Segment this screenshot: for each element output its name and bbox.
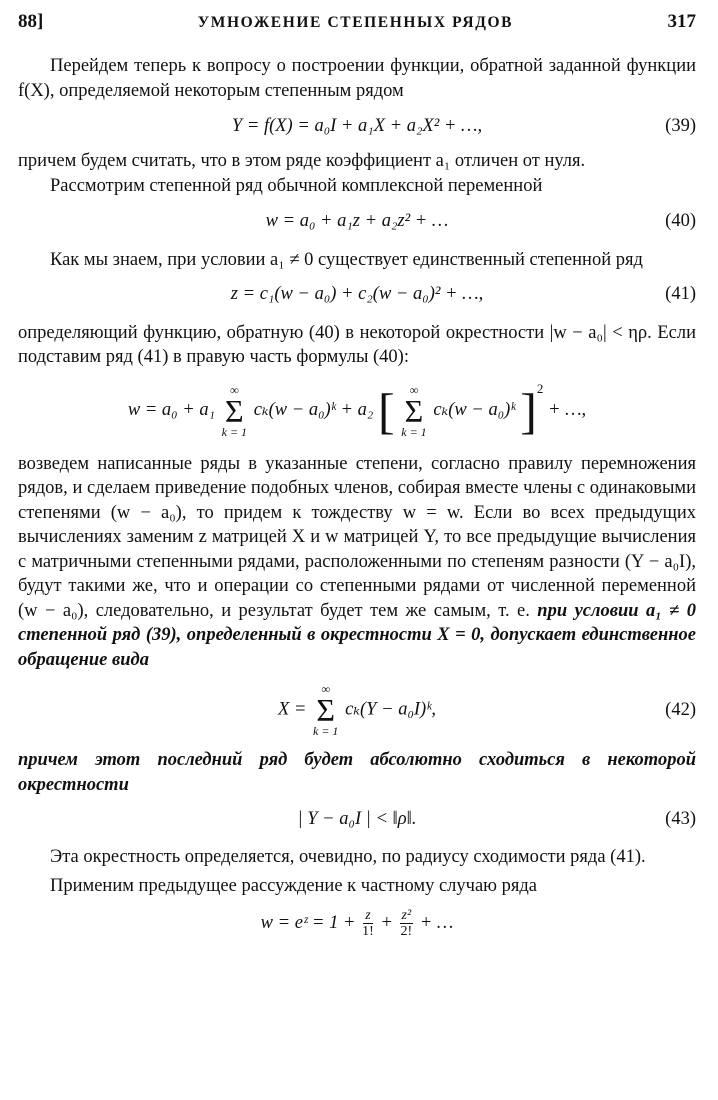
fraction-z2-over-2 <box>400 908 414 939</box>
equation-43 <box>18 797 696 841</box>
bracket-exponent: 2 <box>536 381 544 397</box>
exp-plus: + <box>380 912 393 933</box>
sigma-symbol: Σ <box>225 392 244 429</box>
equation-substitution <box>18 370 696 446</box>
equation-39 <box>18 103 696 149</box>
equation-42-number: (42) <box>665 699 696 720</box>
equation-39-formula: Y = f(X) = a₀I + a₁X + a₂X² + …, <box>231 115 483 136</box>
equation-42-right: cₖ(Y − a₀I)ᵏ, <box>345 699 437 720</box>
section-number: 88] <box>18 11 44 32</box>
fraction-numerator: z² <box>401 907 412 923</box>
sum-upper-limit: ∞ <box>321 682 330 696</box>
paragraph-inverse-function: Перейдем теперь к вопросу о построении функции, обратной заданной функции f(X), определяемой некоторым степенным рядом <box>18 56 696 101</box>
sum-lower-limit: k = 1 <box>401 424 427 439</box>
equation-43-formula: | Y − a₀I | < ‖ρ‖. <box>297 808 417 829</box>
theorem-statement: при условии a₁ ≠ 0 степенной ряд (39), определенный в окрестности X = 0, допускает единственное обращение вида <box>18 600 696 670</box>
equation-exponential-formula <box>261 908 454 939</box>
equation-40 <box>18 198 696 244</box>
paragraph-radius: Эта окрестность определяется, очевидно, по радиусу сходимости ряда (41). <box>50 847 646 867</box>
equation-42-left: X = <box>277 699 307 720</box>
sum-upper-limit: ∞ <box>230 382 239 397</box>
paragraph-matrix-argument <box>18 452 696 673</box>
equation-43-number: (43) <box>665 808 696 829</box>
substitution-term-1: cₖ(w − a₀)ᵏ + a₂ <box>253 400 374 421</box>
equation-41 <box>18 273 696 317</box>
equation-42 <box>18 672 696 748</box>
paragraph-unique-series: Как мы знаем, при условии a₁ ≠ 0 существует единственный степенной ряд <box>50 250 643 270</box>
left-bracket: [ <box>377 382 395 439</box>
exp-left: w = eᶻ = 1 + <box>260 912 356 933</box>
paragraph-complex-series: Рассмотрим степенной ряд обычной комплексной переменной <box>50 175 543 196</box>
paragraph-special-case: Применим предыдущее рассуждение к частному случаю ряда <box>50 875 538 896</box>
substitution-left: w = a₀ + a₁ <box>127 400 215 421</box>
paragraph-matrix-argument-text: возведем написанные ряды в указанные степени, согласно правилу перемножения рядов, и сделаем приведение подобных членов, собирая вместе члены с одинаковыми степенями (w − a₀), то придем к тождеству w = w. Если во всех предыдущих вычислениях заменим z матрицей X и w матрицей Y, то все предыдущие вычисления с матричными степенными рядами, расположенными по степеням разности (Y − a₀I), будут такими же, что и операции со степенными рядами от численной переменной (w − a₀), следовательно, и результат будет тем же самым, т. е. <box>18 453 696 621</box>
sum-upper-limit: ∞ <box>409 382 419 397</box>
equation-41-number: (41) <box>665 284 696 305</box>
fraction-z-over-1 <box>362 908 374 939</box>
exp-tail: + … <box>419 912 454 933</box>
paragraph-coefficient-condition: причем будем считать, что в этом ряде коэффициент a₁ отличен от нуля. <box>18 151 586 171</box>
sum-lower-limit: k = 1 <box>221 424 248 439</box>
paragraph-convergence: причем этот последний ряд будет абсолютно сходиться в некоторой окрестности <box>18 750 696 795</box>
fraction-numerator: z <box>365 907 371 923</box>
page-number: 317 <box>667 11 696 32</box>
fraction-denominator: 2! <box>400 923 413 939</box>
equation-42-formula <box>278 683 436 737</box>
equation-40-number: (40) <box>665 210 696 231</box>
right-bracket: ] <box>520 382 537 439</box>
fraction-denominator: 1! <box>362 923 374 939</box>
summation-sign-2 <box>401 384 426 438</box>
equation-40-formula: w = a₀ + a₁z + a₂z² + … <box>265 210 449 231</box>
sigma-symbol: Σ <box>404 392 424 429</box>
equation-41-formula: z = c₁(w − a₀) + c₂(w − a₀)² + …, <box>230 284 484 305</box>
equation-39-number: (39) <box>665 115 696 136</box>
equation-exponential <box>18 898 696 948</box>
running-head <box>18 10 696 40</box>
summation-sign-42 <box>313 683 338 737</box>
running-title: УМНОЖЕНИЕ СТЕПЕННЫХ РЯДОВ <box>197 14 514 31</box>
substitution-term-2: cₖ(w − a₀)ᵏ <box>433 400 516 421</box>
summation-sign <box>222 384 247 438</box>
paragraph-neighborhood: определяющий функцию, обратную (40) в некоторой окрестности |w − a₀| < ηρ. Если подставим ряд (41) в правую часть формулы (40): <box>18 322 696 367</box>
sigma-symbol: Σ <box>316 692 336 728</box>
sum-lower-limit: k = 1 <box>313 724 339 738</box>
substitution-tail: + …, <box>547 400 587 421</box>
equation-substitution-formula <box>128 377 586 438</box>
